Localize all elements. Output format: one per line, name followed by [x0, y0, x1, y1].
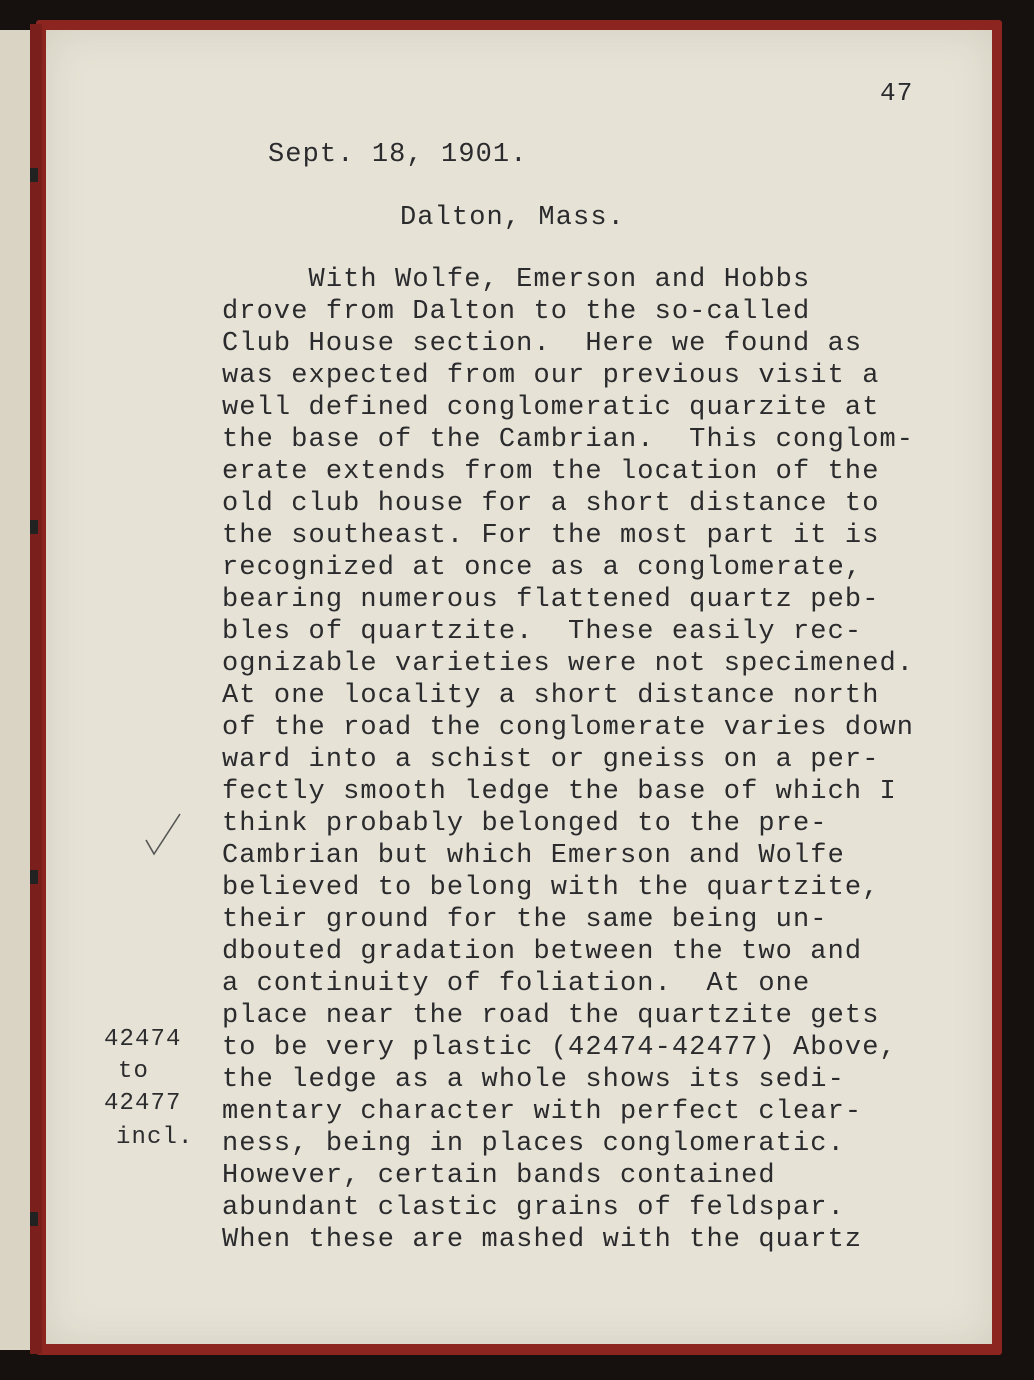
margin-specimen-incl: incl.: [116, 1124, 194, 1151]
body-line: drove from Dalton to the so-called: [222, 297, 811, 327]
body-line: old club house for a short distance to: [222, 489, 880, 519]
body-line: a continuity of foliation. At one: [222, 969, 811, 999]
page-number: 47: [880, 78, 914, 108]
body-line: Club House section. Here we found as: [222, 329, 863, 359]
body-line: the southeast. For the most part it is: [222, 521, 880, 551]
body-line: the ledge as a whole shows its sedi-: [222, 1065, 845, 1095]
body-line: ward into a schist or gneiss on a per-: [222, 745, 880, 775]
body-line: to be very plastic (42474-42477) Above,: [222, 1033, 897, 1063]
body-line: the base of the Cambrian. This conglom-: [222, 425, 915, 455]
body-line: abundant clastic grains of feldspar.: [222, 1193, 845, 1223]
binding-stitch: [30, 520, 38, 534]
body-line: At one locality a short distance north: [222, 681, 880, 711]
entry-date: Sept. 18, 1901.: [268, 140, 528, 170]
body-line: erate extends from the location of the: [222, 457, 880, 487]
body-line: ness, being in places conglomeratic.: [222, 1129, 845, 1159]
margin-specimen-to: to: [118, 1058, 150, 1085]
binding-stitch: [30, 870, 38, 884]
body-line: their ground for the same being un-: [222, 905, 828, 935]
body-line: think probably belonged to the pre-: [222, 809, 828, 839]
body-line: bearing numerous flattened quartz peb-: [222, 585, 880, 615]
body-line: well defined conglomeratic quarzite at: [222, 393, 880, 423]
body-line: ognizable varieties were not specimened.: [222, 649, 915, 679]
body-line: When these are mashed with the quartz: [222, 1225, 863, 1255]
body-line: With Wolfe, Emerson and Hobbs: [222, 265, 811, 295]
margin-specimen-number: 42474: [104, 1026, 182, 1053]
body-line: However, certain bands contained: [222, 1161, 776, 1191]
body-line: bles of quartzite. These easily rec-: [222, 617, 863, 647]
entry-place: Dalton, Mass.: [400, 203, 625, 233]
facing-page-edge: [0, 30, 32, 1350]
binding-stitch: [30, 1212, 38, 1226]
body-line: fectly smooth ledge the base of which I: [222, 777, 897, 807]
body-line: of the road the conglomerate varies down: [222, 713, 915, 743]
body-line: Cambrian but which Emerson and Wolfe: [222, 841, 845, 871]
body-line: recognized at once as a conglomerate,: [222, 553, 863, 583]
body-line: was expected from our previous visit a: [222, 361, 880, 391]
check-mark-icon: [140, 810, 190, 860]
notebook-binding: [30, 24, 42, 1354]
body-line: place near the road the quartzite gets: [222, 1001, 880, 1031]
body-line: mentary character with perfect clear-: [222, 1097, 863, 1127]
body-line: dbouted gradation between the two and: [222, 937, 863, 967]
margin-specimen-number: 42477: [104, 1090, 182, 1117]
binding-stitch: [30, 168, 38, 182]
body-line: believed to belong with the quartzite,: [222, 873, 880, 903]
